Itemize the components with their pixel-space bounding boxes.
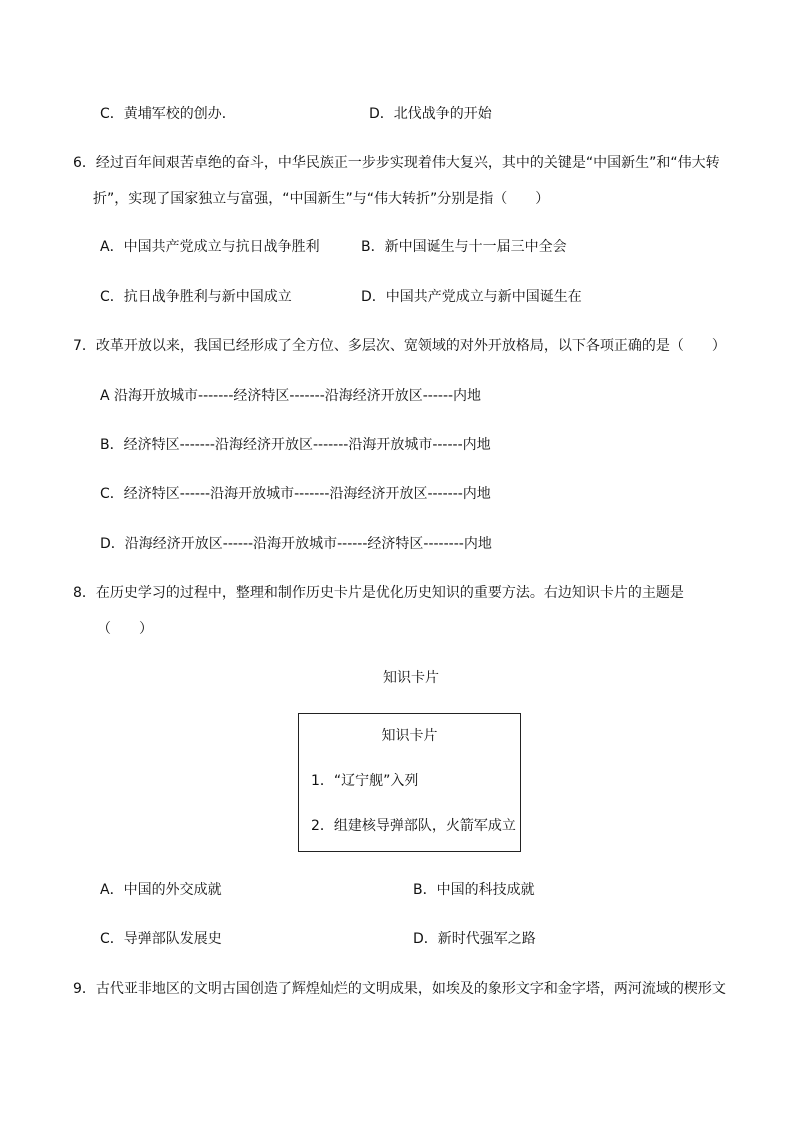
knowledge-card-caption: 知识卡片 bbox=[383, 670, 439, 686]
q8-option-c: C．导弹部队发展史 bbox=[100, 931, 222, 947]
q6-option-c: C．抗日战争胜利与新中国成立 bbox=[100, 289, 292, 305]
q7-option-c: C．经济特区------沿海开放城市-------沿海经济开放区-------内地 bbox=[100, 486, 491, 502]
q7-option-d: D．沿海经济开放区------沿海开放城市------经济特区--------内地 bbox=[100, 536, 492, 552]
q5-option-c: C．黄埔军校的创办． bbox=[100, 106, 236, 122]
q6-option-b: B．新中国诞生与十一届三中全会 bbox=[361, 239, 567, 255]
q7-option-b: B．经济特区-------沿海经济开放区-------沿海开放城市------内地 bbox=[100, 437, 491, 453]
q7-option-a: A 沿海开放城市-------经济特区-------沿海经济开放区------内地 bbox=[100, 388, 482, 404]
q8-option-a: A．中国的外交成就 bbox=[100, 882, 222, 898]
q9-stem-line1: 9．古代亚非地区的文明古国创造了辉煌灿烂的文明成果，如埃及的象形文字和金字塔，两河流域的楔形文 bbox=[73, 981, 726, 997]
knowledge-card bbox=[298, 713, 521, 852]
q8-option-d: D．新时代强军之路 bbox=[413, 931, 536, 947]
q6-option-d: D．中国共产党成立与新中国诞生在 bbox=[361, 289, 582, 305]
q8-option-b: B．中国的科技成就 bbox=[413, 882, 535, 898]
q8-stem-line1: 8．在历史学习的过程中，整理和制作历史卡片是优化历史知识的重要方法。右边知识卡片的主题是 bbox=[73, 585, 684, 601]
knowledge-card-item-1: 1．“辽宁舰”入列 bbox=[311, 773, 419, 789]
q7-stem: 7．改革开放以来，我国已经形成了全方位、多层次、宽领域的对外开放格局，以下各项正确的是（ ） bbox=[73, 338, 726, 354]
knowledge-card-title: 知识卡片 bbox=[381, 728, 438, 744]
q6-stem-line1: 6．经过百年间艰苦卓绝的奋斗，中华民族正一步步实现着伟大复兴，其中的关键是“中国新生”和“伟大转 bbox=[73, 155, 720, 171]
q5-option-d: D．北伐战争的开始 bbox=[369, 106, 492, 122]
q6-stem-line2: 折”，实现了国家独立与富强，“中国新生”与“伟大转折”分别是指（ ） bbox=[93, 191, 550, 207]
q8-stem-line2: （ ） bbox=[97, 621, 153, 637]
q6-option-a: A．中国共产党成立与抗日战争胜利 bbox=[100, 239, 320, 255]
knowledge-card-item-2: 2．组建核导弹部队，火箭军成立 bbox=[311, 818, 516, 834]
